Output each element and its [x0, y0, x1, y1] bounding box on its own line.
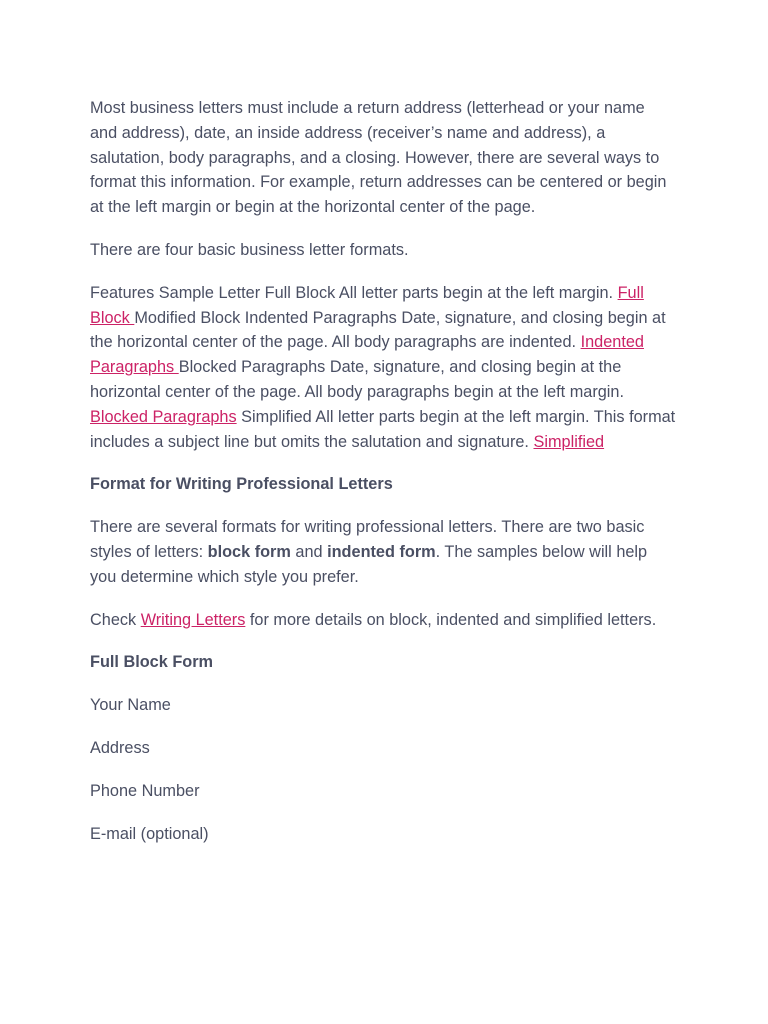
check-text-2: for more details on block, indented and simplified letters.	[245, 610, 657, 629]
your-name-line: Your Name	[90, 696, 171, 715]
styles-text-1: There are several formats for writing professional letters. There are two basic styles of letters:	[90, 518, 645, 561]
blocked-paragraphs-link[interactable]: Blocked Paragraphs	[90, 407, 237, 426]
full-block-link[interactable]: Full Block	[90, 283, 644, 327]
check-paragraph	[90, 608, 676, 633]
writing-letters-link[interactable]: Writing Letters	[140, 610, 246, 629]
check-text-1: Check	[90, 610, 141, 629]
indented-paragraphs-link[interactable]: Indented Paragraphs	[90, 333, 644, 377]
four-formats-paragraph: There are four basic business letter formats.	[90, 240, 409, 259]
styles-text-3: . The samples below will help you determine which style you prefer.	[90, 542, 648, 586]
indented-form-bold: indented form	[327, 542, 436, 561]
styles-text-2: and	[290, 542, 328, 561]
phone-line: Phone Number	[90, 781, 200, 800]
features-text-4: Simplified All letter parts begin at the left margin. This format includes a subject line but omits the salutation and signature.	[90, 407, 676, 451]
styles-paragraph	[90, 515, 676, 589]
block-form-bold: block form	[207, 542, 291, 561]
features-text-3: Blocked Paragraphs Date, signature, and closing begin at the horizontal center of the page. All body paragraphs begin at the left margin.	[90, 358, 625, 401]
address-line: Address	[90, 738, 150, 757]
features-text-1: Features Sample Letter Full Block All letter parts begin at the left margin.	[90, 283, 618, 302]
full-block-heading: Full Block Form	[90, 653, 214, 672]
email-line: E-mail (optional)	[90, 824, 209, 843]
document-page	[90, 96, 676, 864]
simplified-link[interactable]: Simplified	[533, 432, 605, 451]
intro-paragraph: Most business letters must include a return address (letterhead or your name and address), date, an inside address (receiver’s name and address), a salutation, body paragraphs, and a closing. However, there are several ways to format this information. For example, return addresses can be centered or begin at the left margin or begin at the horizontal center of the page.	[90, 99, 667, 217]
format-heading: Format for Writing Professional Letters	[90, 475, 393, 494]
features-text-2: Modified Block Indented Paragraphs Date, signature, and closing begin at the horizontal center of the page. All body paragraphs are indented.	[90, 308, 666, 352]
features-paragraph	[90, 281, 676, 455]
